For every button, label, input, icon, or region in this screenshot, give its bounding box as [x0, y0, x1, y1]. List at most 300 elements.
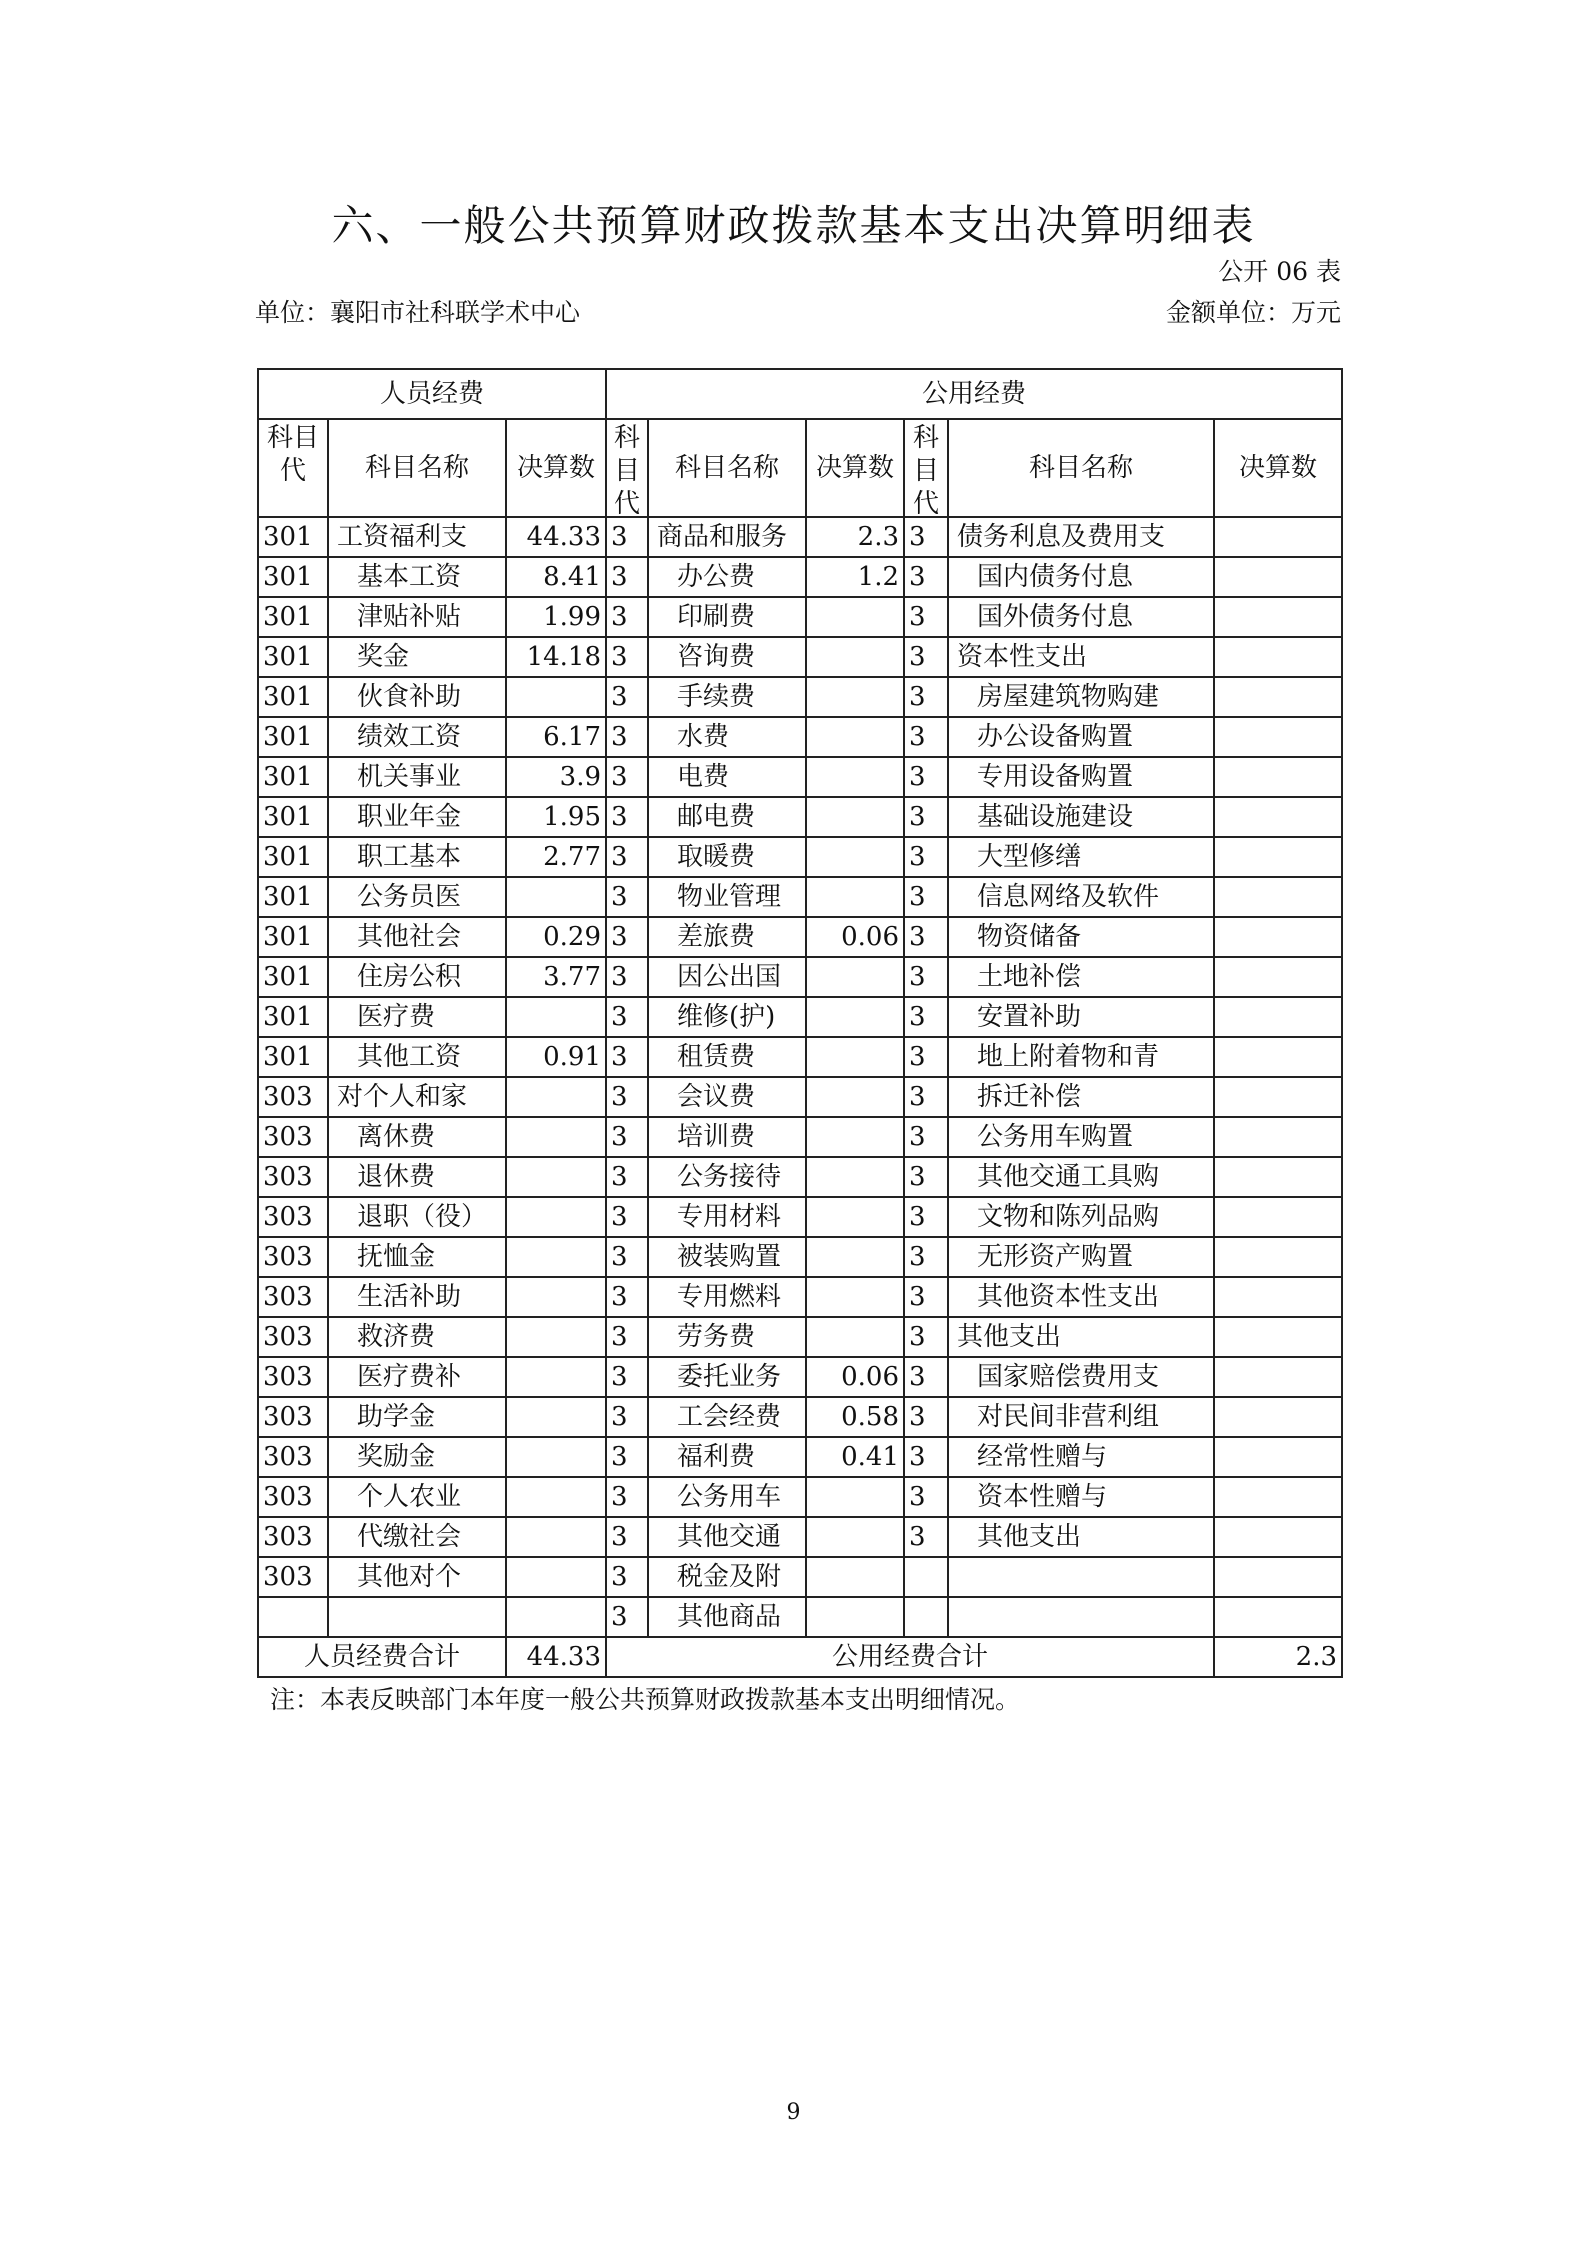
personnel-total-value: 44.33 [506, 1637, 606, 1677]
name-cell: 专用设备购置 [948, 757, 1214, 797]
name-cell: 专用燃料 [648, 1277, 806, 1317]
name-cell: 机关事业 [328, 757, 506, 797]
public-header: 公用经费 [606, 369, 1342, 419]
amount-cell [1214, 597, 1342, 637]
code-cell: 3 [904, 1197, 948, 1237]
name-cell: 工资福利支 [328, 517, 506, 557]
amount-cell: 2.77 [506, 837, 606, 877]
code-cell: 3 [904, 957, 948, 997]
name-cell: 其他交通工具购 [948, 1157, 1214, 1197]
amount-cell [506, 1557, 606, 1597]
amount-cell [806, 1237, 904, 1277]
table-row [258, 1597, 1342, 1637]
name-cell: 其他商品 [648, 1597, 806, 1637]
name-cell: 其他对个 [328, 1557, 506, 1597]
code-cell: 303 [258, 1557, 328, 1597]
table-row [258, 1117, 1342, 1157]
code-cell: 3 [606, 917, 648, 957]
code-cell: 301 [258, 957, 328, 997]
name-cell: 退休费 [328, 1157, 506, 1197]
amount-cell: 0.29 [506, 917, 606, 957]
code-cell: 301 [258, 717, 328, 757]
code-cell: 303 [258, 1117, 328, 1157]
table-row [258, 1077, 1342, 1117]
code-cell: 3 [904, 797, 948, 837]
name-cell: 取暖费 [648, 837, 806, 877]
code-cell: 3 [606, 557, 648, 597]
code-cell: 3 [904, 917, 948, 957]
code-cell: 3 [904, 1477, 948, 1517]
code-cell: 303 [258, 1397, 328, 1437]
amount-cell: 3.9 [506, 757, 606, 797]
name-cell: 其他支出 [948, 1517, 1214, 1557]
amount-cell [506, 1117, 606, 1157]
amount-cell [1214, 1517, 1342, 1557]
name-cell: 国内债务付息 [948, 557, 1214, 597]
name-cell: 代缴社会 [328, 1517, 506, 1557]
amount-cell [506, 877, 606, 917]
code-cell: 3 [606, 1357, 648, 1397]
footnote: 注：本表反映部门本年度一般公共预算财政拨款基本支出明细情况。 [270, 1685, 1021, 1714]
code-cell: 3 [606, 797, 648, 837]
name-cell: 拆迁补偿 [948, 1077, 1214, 1117]
table-row [258, 1557, 1342, 1597]
code-cell: 3 [904, 717, 948, 757]
code-cell: 303 [258, 1277, 328, 1317]
table-row [258, 877, 1342, 917]
name-cell: 助学金 [328, 1397, 506, 1437]
table-row [258, 1477, 1342, 1517]
code-cell: 303 [258, 1437, 328, 1477]
code-cell [904, 1597, 948, 1637]
name-cell: 房屋建筑物购建 [948, 677, 1214, 717]
expenditure-table [257, 368, 1343, 1678]
amount-cell [806, 1557, 904, 1597]
name-cell: 伙食补助 [328, 677, 506, 717]
name-cell: 退职（役） [328, 1197, 506, 1237]
amount-cell [1214, 1277, 1342, 1317]
name-cell: 职工基本 [328, 837, 506, 877]
name-header: 科目名称 [648, 419, 806, 517]
amount-cell [1214, 1077, 1342, 1117]
name-cell: 津贴补贴 [328, 597, 506, 637]
table-row [258, 797, 1342, 837]
code-cell: 3 [606, 597, 648, 637]
code-cell: 301 [258, 837, 328, 877]
code-cell: 301 [258, 1037, 328, 1077]
code-cell: 3 [904, 997, 948, 1037]
name-cell: 办公设备购置 [948, 717, 1214, 757]
code-cell: 3 [904, 637, 948, 677]
table-row [258, 837, 1342, 877]
name-cell: 电费 [648, 757, 806, 797]
name-cell: 救济费 [328, 1317, 506, 1357]
code-cell: 301 [258, 557, 328, 597]
name-cell: 租赁费 [648, 1037, 806, 1077]
name-cell: 委托业务 [648, 1357, 806, 1397]
amount-cell [506, 1397, 606, 1437]
table-row [258, 677, 1342, 717]
amount-cell [1214, 717, 1342, 757]
amount-cell [1214, 957, 1342, 997]
amount-cell [806, 1117, 904, 1157]
code-cell: 3 [606, 837, 648, 877]
amount-cell: 3.77 [506, 957, 606, 997]
table-row [258, 957, 1342, 997]
amount-cell: 0.41 [806, 1437, 904, 1477]
amount-cell: 1.95 [506, 797, 606, 837]
name-cell: 抚恤金 [328, 1237, 506, 1277]
amount-cell [506, 1157, 606, 1197]
name-cell: 无形资产购置 [948, 1237, 1214, 1277]
table-row [258, 1357, 1342, 1397]
amount-cell [1214, 1397, 1342, 1437]
amount-cell [1214, 837, 1342, 877]
name-cell: 经常性赠与 [948, 1437, 1214, 1477]
amount-cell [806, 677, 904, 717]
amount-cell [1214, 1197, 1342, 1237]
amount-cell [806, 1317, 904, 1357]
amount-cell [1214, 797, 1342, 837]
name-cell: 公务员医 [328, 877, 506, 917]
code-cell: 3 [904, 677, 948, 717]
amount-cell [806, 797, 904, 837]
amount-cell [1214, 1237, 1342, 1277]
amount-cell [806, 837, 904, 877]
amount-cell [506, 677, 606, 717]
amount-cell [806, 1077, 904, 1117]
code-cell: 3 [606, 1277, 648, 1317]
name-cell: 物资储备 [948, 917, 1214, 957]
code-cell: 3 [606, 1557, 648, 1597]
code-cell: 3 [904, 517, 948, 557]
code-cell: 3 [904, 1437, 948, 1477]
code-cell: 3 [606, 1197, 648, 1237]
name-cell: 工会经费 [648, 1397, 806, 1437]
name-cell: 对个人和家 [328, 1077, 506, 1117]
name-cell: 培训费 [648, 1117, 806, 1157]
code-cell: 3 [904, 597, 948, 637]
amount-cell [806, 717, 904, 757]
code-cell [258, 1597, 328, 1637]
amount-cell: 0.06 [806, 1357, 904, 1397]
code-cell: 301 [258, 757, 328, 797]
name-cell: 医疗费 [328, 997, 506, 1037]
name-cell: 水费 [648, 717, 806, 757]
amount-cell [1214, 877, 1342, 917]
page-title: 六、一般公共预算财政拨款基本支出决算明细表 [331, 201, 1256, 250]
name-header: 科目名称 [328, 419, 506, 517]
code-cell: 3 [904, 877, 948, 917]
amount-cell [506, 1317, 606, 1357]
name-cell: 其他资本性支出 [948, 1277, 1214, 1317]
name-cell: 其他社会 [328, 917, 506, 957]
name-cell: 咨询费 [648, 637, 806, 677]
code-cell: 303 [258, 1077, 328, 1117]
table-row [258, 1517, 1342, 1557]
code-cell: 3 [904, 1357, 948, 1397]
code-cell: 301 [258, 877, 328, 917]
amount-cell [806, 1197, 904, 1237]
code-cell: 303 [258, 1197, 328, 1237]
code-cell: 3 [606, 717, 648, 757]
name-cell: 其他工资 [328, 1037, 506, 1077]
amount-cell [506, 1237, 606, 1277]
name-cell [948, 1597, 1214, 1637]
name-cell: 文物和陈列品购 [948, 1197, 1214, 1237]
amount-cell [806, 757, 904, 797]
name-cell: 公务用车购置 [948, 1117, 1214, 1157]
amount-cell [806, 1277, 904, 1317]
name-cell: 差旅费 [648, 917, 806, 957]
code-cell: 3 [606, 877, 648, 917]
table-row [258, 637, 1342, 677]
code-cell: 301 [258, 997, 328, 1037]
code-cell: 3 [904, 837, 948, 877]
code-cell: 3 [904, 1277, 948, 1317]
amount-cell [806, 1597, 904, 1637]
amount-cell [506, 1477, 606, 1517]
code-cell: 301 [258, 517, 328, 557]
code-cell: 3 [904, 1037, 948, 1077]
name-cell: 其他交通 [648, 1517, 806, 1557]
code-cell: 303 [258, 1157, 328, 1197]
code-cell: 3 [606, 677, 648, 717]
amount-cell [1214, 757, 1342, 797]
code-cell: 3 [606, 1117, 648, 1157]
code-cell [904, 1557, 948, 1597]
amount-cell [1214, 1597, 1342, 1637]
name-cell: 福利费 [648, 1437, 806, 1477]
amount-cell: 44.33 [506, 517, 606, 557]
table-row [258, 997, 1342, 1037]
personnel-total-label: 人员经费合计 [258, 1637, 506, 1677]
table-row [258, 1237, 1342, 1277]
amount-cell [806, 877, 904, 917]
code-cell: 301 [258, 637, 328, 677]
table-row [258, 1157, 1342, 1197]
table-row [258, 1317, 1342, 1357]
code-header: 科目代 [606, 419, 648, 517]
name-cell: 土地补偿 [948, 957, 1214, 997]
name-cell: 被装购置 [648, 1237, 806, 1277]
amount-cell: 14.18 [506, 637, 606, 677]
name-cell: 劳务费 [648, 1317, 806, 1357]
table-row [258, 1277, 1342, 1317]
amount-cell: 6.17 [506, 717, 606, 757]
table-row [258, 1397, 1342, 1437]
amount-cell [806, 1477, 904, 1517]
code-cell: 3 [606, 757, 648, 797]
table-row [258, 1437, 1342, 1477]
code-cell: 3 [904, 1317, 948, 1357]
amount-cell [1214, 997, 1342, 1037]
code-cell: 303 [258, 1237, 328, 1277]
name-cell: 资本性赠与 [948, 1477, 1214, 1517]
table-row [258, 1037, 1342, 1077]
amount-cell: 1.2 [806, 557, 904, 597]
name-cell: 公务接待 [648, 1157, 806, 1197]
name-cell: 债务利息及费用支 [948, 517, 1214, 557]
code-cell: 3 [606, 1597, 648, 1637]
name-cell: 会议费 [648, 1077, 806, 1117]
name-cell: 基础设施建设 [948, 797, 1214, 837]
name-cell: 资本性支出 [948, 637, 1214, 677]
amount-cell [1214, 557, 1342, 597]
name-cell: 手续费 [648, 677, 806, 717]
amount-cell [506, 1197, 606, 1237]
amount-cell [806, 637, 904, 677]
name-cell: 其他支出 [948, 1317, 1214, 1357]
code-cell: 3 [606, 1157, 648, 1197]
amount-cell [1214, 1557, 1342, 1597]
code-cell: 3 [904, 1517, 948, 1557]
name-cell: 个人农业 [328, 1477, 506, 1517]
amount-cell [806, 597, 904, 637]
code-cell: 303 [258, 1317, 328, 1357]
code-cell: 3 [606, 1237, 648, 1277]
amount-cell [1214, 1117, 1342, 1157]
amount-cell [506, 1597, 606, 1637]
amount-cell: 0.58 [806, 1397, 904, 1437]
code-cell: 301 [258, 797, 328, 837]
table-row [258, 917, 1342, 957]
code-header: 科目代 [258, 419, 328, 517]
amount-cell [1214, 1157, 1342, 1197]
amount-cell [1214, 1357, 1342, 1397]
table-row [258, 1197, 1342, 1237]
name-cell: 离休费 [328, 1117, 506, 1157]
name-cell: 专用材料 [648, 1197, 806, 1237]
table-row [258, 517, 1342, 557]
amount-header: 决算数 [506, 419, 606, 517]
code-cell: 3 [904, 1077, 948, 1117]
code-cell: 3 [606, 637, 648, 677]
name-cell: 因公出国 [648, 957, 806, 997]
name-cell: 生活补助 [328, 1277, 506, 1317]
amount-header: 决算数 [1214, 419, 1342, 517]
name-cell: 商品和服务 [648, 517, 806, 557]
name-cell: 住房公积 [328, 957, 506, 997]
amount-cell [506, 997, 606, 1037]
code-cell: 3 [606, 997, 648, 1037]
name-cell: 办公费 [648, 557, 806, 597]
amount-cell [1214, 917, 1342, 957]
public-total-value: 2.3 [1214, 1637, 1342, 1677]
amount-unit-label: 金额单位：万元 [1165, 298, 1341, 327]
name-cell: 国家赔偿费用支 [948, 1357, 1214, 1397]
personnel-header: 人员经费 [258, 369, 606, 419]
form-number: 公开 06 表 [1218, 257, 1341, 286]
amount-header: 决算数 [806, 419, 904, 517]
amount-cell [806, 1157, 904, 1197]
name-cell: 基本工资 [328, 557, 506, 597]
amount-cell [1214, 1477, 1342, 1517]
amount-cell: 0.91 [506, 1037, 606, 1077]
code-cell: 3 [904, 557, 948, 597]
name-cell [328, 1597, 506, 1637]
name-cell: 信息网络及软件 [948, 877, 1214, 917]
name-cell: 奖金 [328, 637, 506, 677]
code-cell: 3 [606, 1077, 648, 1117]
amount-cell: 0.06 [806, 917, 904, 957]
table-row [258, 557, 1342, 597]
unit-label: 单位：襄阳市社科联学术中心 [255, 298, 581, 327]
amount-cell: 8.41 [506, 557, 606, 597]
amount-cell: 2.3 [806, 517, 904, 557]
amount-cell [506, 1357, 606, 1397]
code-cell: 3 [904, 757, 948, 797]
amount-cell [806, 997, 904, 1037]
name-header: 科目名称 [948, 419, 1214, 517]
amount-cell [1214, 1437, 1342, 1477]
code-cell: 303 [258, 1477, 328, 1517]
amount-cell: 1.99 [506, 597, 606, 637]
name-cell: 物业管理 [648, 877, 806, 917]
name-cell: 奖励金 [328, 1437, 506, 1477]
name-cell: 绩效工资 [328, 717, 506, 757]
name-cell [948, 1557, 1214, 1597]
name-cell: 安置补助 [948, 997, 1214, 1037]
name-cell: 职业年金 [328, 797, 506, 837]
code-cell: 301 [258, 677, 328, 717]
name-cell: 国外债务付息 [948, 597, 1214, 637]
code-cell: 3 [904, 1157, 948, 1197]
name-cell: 公务用车 [648, 1477, 806, 1517]
amount-cell [506, 1077, 606, 1117]
public-total-label: 公用经费合计 [606, 1637, 1214, 1677]
name-cell: 邮电费 [648, 797, 806, 837]
amount-cell [1214, 677, 1342, 717]
name-cell: 对民间非营利组 [948, 1397, 1214, 1437]
amount-cell [806, 1517, 904, 1557]
code-cell: 301 [258, 917, 328, 957]
amount-cell [506, 1517, 606, 1557]
table-row [258, 597, 1342, 637]
code-cell: 3 [606, 1397, 648, 1437]
amount-cell [806, 957, 904, 997]
amount-cell [506, 1277, 606, 1317]
code-cell: 3 [606, 517, 648, 557]
code-cell: 3 [606, 1037, 648, 1077]
code-cell: 3 [606, 1517, 648, 1557]
code-cell: 3 [904, 1117, 948, 1157]
name-cell: 地上附着物和青 [948, 1037, 1214, 1077]
amount-cell [1214, 637, 1342, 677]
code-cell: 3 [904, 1397, 948, 1437]
code-header: 科目代 [904, 419, 948, 517]
code-cell: 3 [606, 1437, 648, 1477]
amount-cell [1214, 1317, 1342, 1357]
table-row [258, 757, 1342, 797]
code-cell: 3 [606, 1317, 648, 1357]
amount-cell [1214, 517, 1342, 557]
code-cell: 3 [606, 1477, 648, 1517]
code-cell: 303 [258, 1517, 328, 1557]
amount-cell [806, 1037, 904, 1077]
name-cell: 印刷费 [648, 597, 806, 637]
page-number: 9 [786, 2100, 801, 2125]
amount-cell [506, 1437, 606, 1477]
code-cell: 3 [904, 1237, 948, 1277]
table-row [258, 717, 1342, 757]
name-cell: 维修(护) [648, 997, 806, 1037]
name-cell: 大型修缮 [948, 837, 1214, 877]
amount-cell [1214, 1037, 1342, 1077]
name-cell: 医疗费补 [328, 1357, 506, 1397]
code-cell: 3 [606, 957, 648, 997]
name-cell: 税金及附 [648, 1557, 806, 1597]
